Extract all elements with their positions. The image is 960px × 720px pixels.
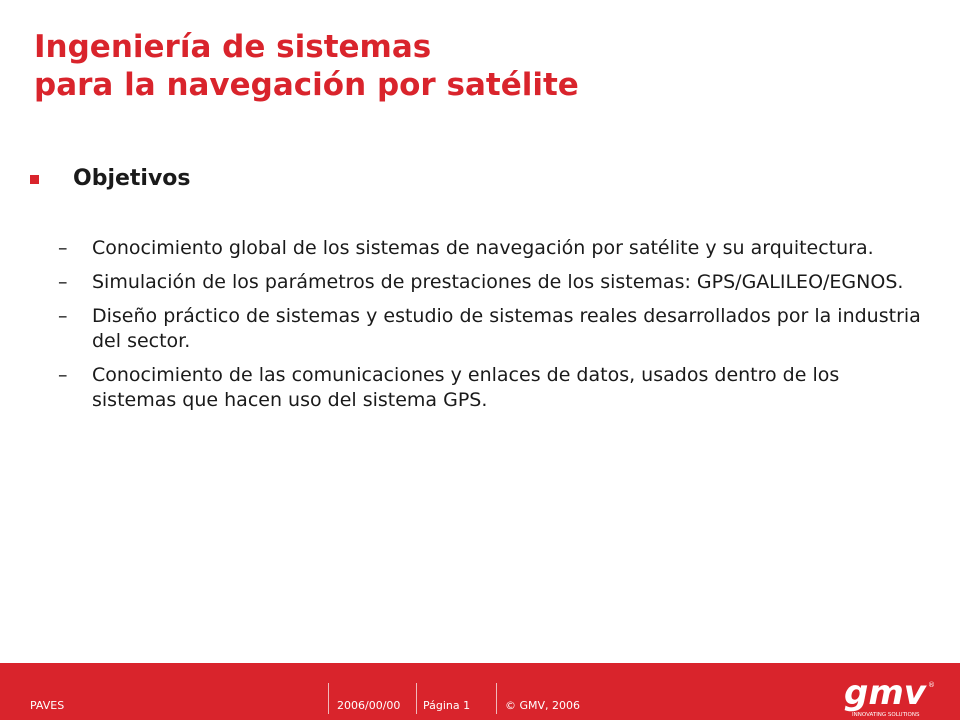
list-item-text: Conocimiento global de los sistemas de navegación por satélite y su arquitectura. (92, 237, 874, 259)
list-item (58, 236, 928, 261)
footer-bar (0, 663, 960, 720)
logo-registered-mark: ® (928, 681, 935, 689)
gmv-logo-text: gmv (844, 673, 926, 713)
objectives-list (58, 236, 928, 422)
footer-page: Página 1 (423, 699, 471, 712)
list-item-text: Conocimiento de las comunicaciones y enlaces de datos, usados dentro de los sistemas que hacen uso del sistema GPS. (92, 364, 840, 411)
slide-title (34, 28, 579, 104)
footer-divider (496, 683, 497, 714)
list-item-text: Diseño práctico de sistemas y estudio de sistemas reales desarrollados por la industria del sector. (92, 305, 921, 352)
list-item (58, 270, 928, 295)
section-heading-row (30, 163, 191, 193)
logo-tagline: INNOVATING SOLUTIONS (852, 712, 920, 718)
dash-marker: – (58, 305, 68, 327)
gmv-logo (842, 671, 938, 719)
list-item (58, 363, 928, 413)
dash-marker: – (58, 237, 68, 259)
dash-marker: – (58, 364, 68, 386)
slide-title-line-1: Ingeniería de sistemas (34, 29, 432, 65)
footer-project: PAVES (30, 699, 65, 712)
slide-title-line-2: para la navegación por satélite (34, 67, 579, 103)
list-item-text: Simulación de los parámetros de prestaciones de los sistemas: GPS/GALILEO/EGNOS. (92, 271, 904, 293)
footer-divider (416, 683, 417, 714)
footer-date: 2006/00/00 (337, 699, 401, 712)
section-heading: Objetivos (73, 165, 191, 191)
footer-copyright: © GMV, 2006 (505, 699, 581, 712)
dash-marker: – (58, 271, 68, 293)
footer-divider (328, 683, 329, 714)
square-bullet-icon (30, 175, 39, 184)
list-item (58, 304, 928, 354)
